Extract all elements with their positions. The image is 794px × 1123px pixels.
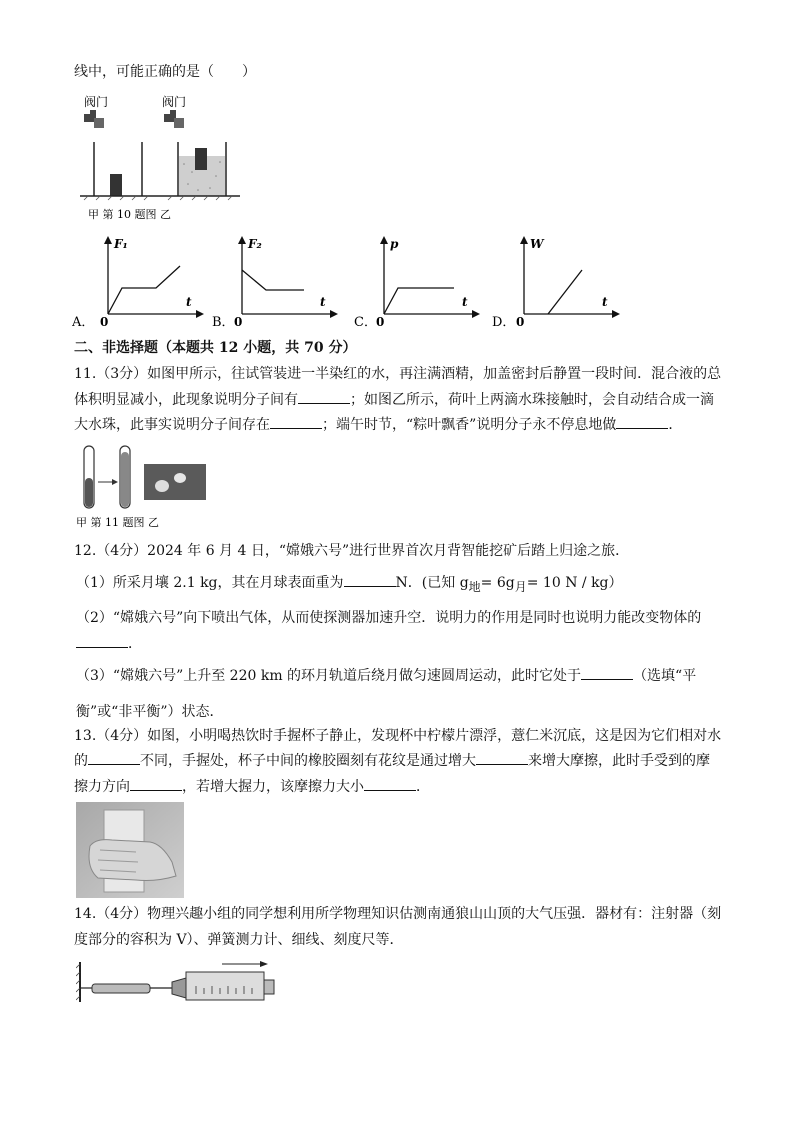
q11-blank-2[interactable] (270, 415, 322, 429)
q12-line-6: 衡”或“非平衡”）状态． (76, 704, 224, 720)
graph-d-t: t (602, 295, 608, 309)
graph-d-origin: 0 (516, 315, 525, 329)
left-block (110, 174, 122, 196)
graph-a-t: t (186, 295, 192, 309)
q11-figure (76, 442, 216, 530)
q14-syringe-figure (76, 958, 280, 1004)
spring-scale (92, 984, 150, 993)
graph-d-yvar: W (530, 237, 544, 251)
q13-line-2: 的 不同，手握处，杯子中间的橡胶圈刻有花纹是通过增大 来增大摩擦，此时手受到的摩 (74, 753, 710, 769)
q12-line-5: （3）“嫦娥六号”上升至 220 km 的环月轨道后绕月做匀速圆周运动，此时它处于 （选填“平 (76, 668, 697, 684)
q12-blank-3[interactable] (581, 666, 633, 680)
graph-d (516, 236, 620, 329)
q11-fig-caption: 甲 第 11 题图 乙 (76, 516, 159, 529)
option-c-letter: C． (354, 315, 377, 330)
q11-blank-3[interactable] (616, 415, 668, 429)
q12-line-3: （2）“嫦娥六号”向下喷出气体，从而使探测器加速升空．说明力的作用是同时也说明力能改变物体的 (76, 610, 702, 626)
graph-a (100, 236, 204, 329)
option-d-letter: D． (492, 315, 516, 330)
q12-blank-2[interactable] (76, 634, 128, 648)
q10-valve-right-label: 阀门 (162, 95, 187, 109)
q14-line-1: 14.（4分）物理兴趣小组的同学想利用所学物理知识估测南通狼山山顶的大气压强．器材有：注射器（刻 (74, 906, 722, 922)
option-b-letter: B． (212, 315, 235, 330)
lotus-leaf-photo (144, 464, 206, 500)
q13-line-1: 13.（4分）如图，小明喝热饮时手握杯子静止，发现杯中柠檬片漂浮，薏仁米沉底，这是因为它们相对水 (74, 728, 722, 744)
graph-c (376, 236, 480, 329)
syringe-barrel (186, 972, 264, 1000)
graph-b-t: t (320, 295, 326, 309)
graph-c-t: t (462, 295, 468, 309)
graph-b-yvar: F₂ (248, 237, 262, 251)
q11-blank-1[interactable] (298, 390, 350, 404)
q12-line-4: ． (76, 634, 142, 654)
q13-blank-2[interactable] (476, 751, 528, 765)
faucet-right-icon (164, 110, 184, 128)
graph-b (234, 236, 338, 329)
graph-a-origin: 0 (100, 315, 109, 329)
q10-fig-caption: 甲 第 10 题图 乙 (88, 208, 171, 221)
graph-a-yvar: F₁ (114, 237, 128, 251)
section-2-title: 二、非选择题（本题共 12 小题，共 70 分） (74, 340, 357, 356)
q10-figure (80, 92, 248, 222)
q13-blank-4[interactable] (364, 777, 416, 791)
q10-options (72, 232, 632, 332)
q11-line-2: 体积明显减小，此现象说明分子间有 ；如图乙所示，荷叶上两滴水珠接触时，会自动结合成一滴 (74, 392, 714, 408)
syringe-nozzle (172, 978, 186, 998)
q14-line-2: 度部分的容积为 V）、弹簧测力计、细线、刻度尺等． (74, 932, 404, 948)
option-a-letter: A． (72, 315, 95, 330)
q13-blank-1[interactable] (88, 751, 140, 765)
q12-line-2: （1）所采月壤 2.1 kg，其在月球表面重为 N．(已知 $g_地= 6g_月= 10$ N / kg） (76, 575, 623, 594)
q12-blank-1[interactable] (344, 573, 396, 587)
q10-intro-tail: 线中，可能正确的是（ ） (74, 64, 256, 80)
q13-line-3: 擦力方向 ，若增大握力，该摩擦力大小 ． (74, 779, 430, 795)
q13-cup-photo (76, 802, 184, 898)
q12-line-1: 12.（4分）2024 年 6 月 4 日，“嫦娥六号”进行世界首次月背智能挖矿后踏上归途之旅． (74, 543, 630, 559)
q11-line-1: 11.（3分）如图甲所示，往试管装进一半染红的水，再注满酒精，加盖密封后静置一段时间．混合液的总 (74, 366, 722, 382)
graph-b-origin: 0 (234, 315, 243, 329)
q11-line-3: 大水珠，此事实说明分子间存在 ；端午时节，“粽叶飘香”说明分子永不停息地做 ． (74, 417, 683, 433)
faucet-left-icon (84, 110, 104, 128)
right-block (195, 148, 207, 170)
graph-c-yvar: p (390, 237, 399, 251)
q10-valve-left-label: 阀门 (84, 95, 109, 109)
graph-c-origin: 0 (376, 315, 385, 329)
q13-blank-3[interactable] (130, 777, 182, 791)
